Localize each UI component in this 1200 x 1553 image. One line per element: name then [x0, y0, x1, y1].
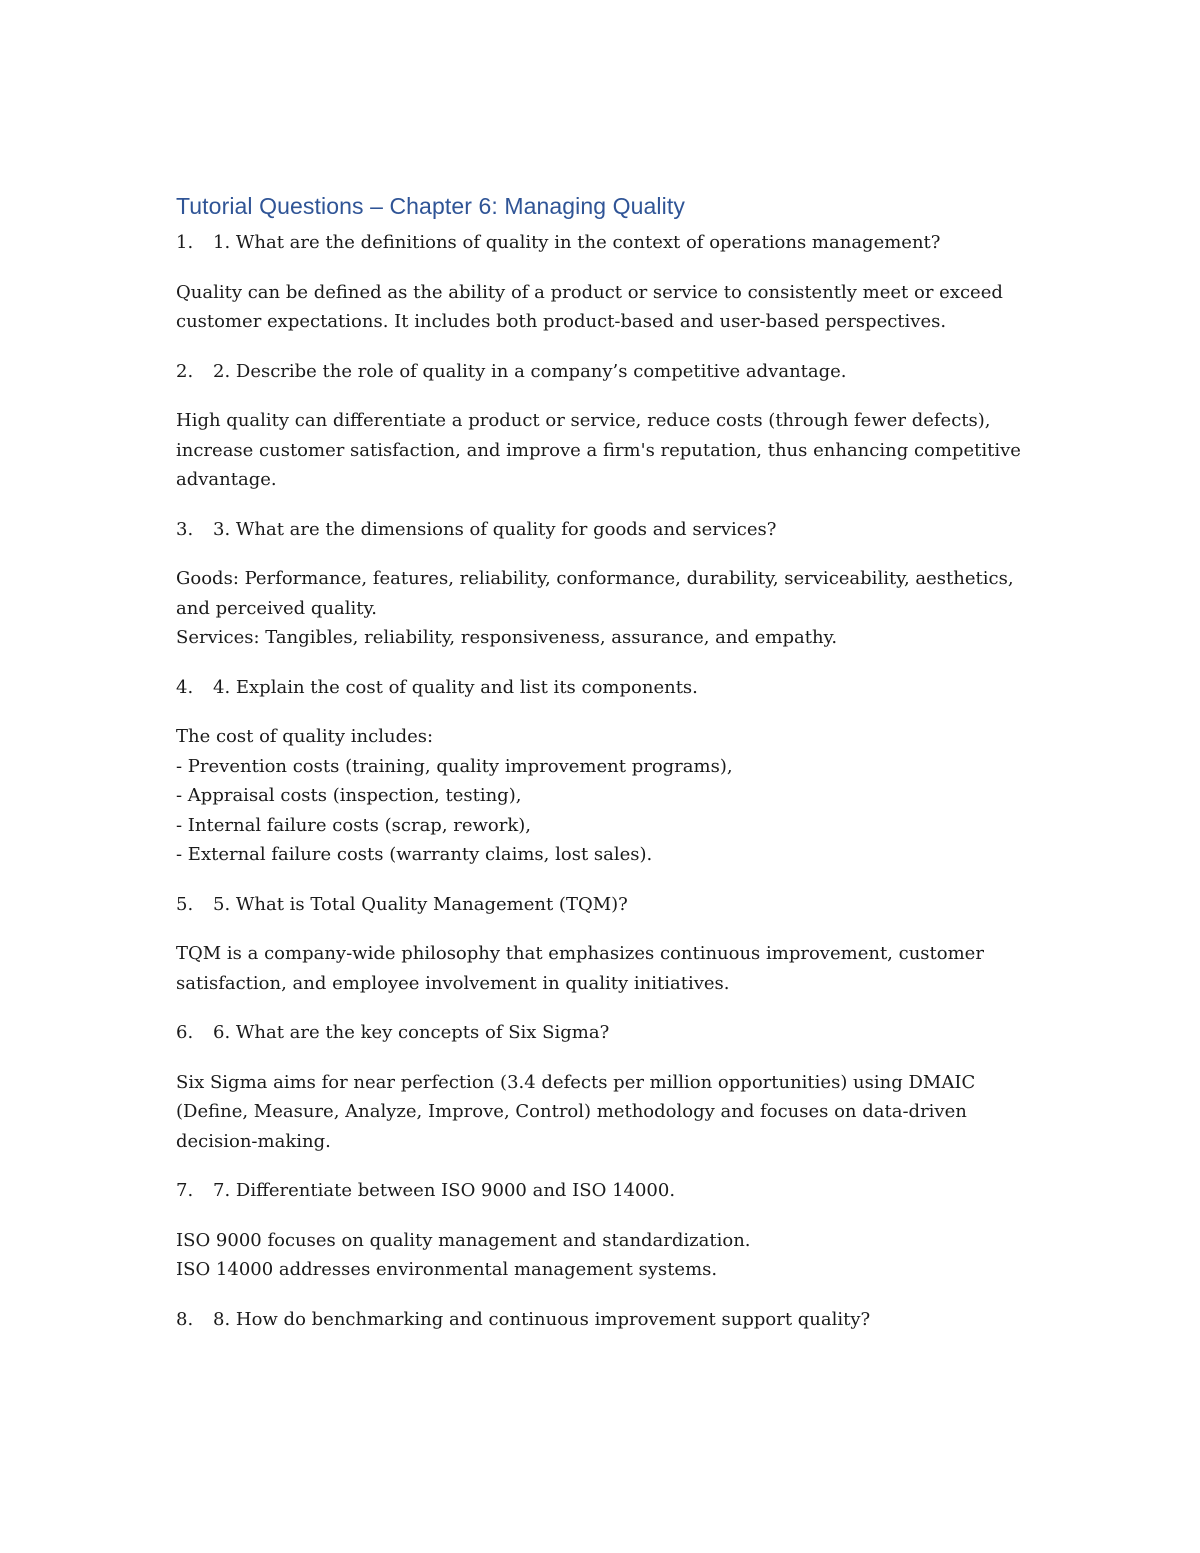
- document-body: [176, 190, 1036, 1354]
- document-title: Tutorial Questions – Chapter 6: Managing Quality: [176, 193, 685, 219]
- question-text: 5. What is Total Quality Management (TQM)?: [213, 893, 628, 915]
- question-item: [176, 357, 1036, 387]
- answer-line: satisfaction, and employee involvement in quality initiatives.: [176, 972, 730, 994]
- answer-block: [176, 1226, 1036, 1285]
- answer-line: ISO 14000 addresses environmental management systems.: [176, 1259, 718, 1280]
- question-item: [176, 515, 1036, 545]
- answer-line: increase customer satisfaction, and improve a firm's reputation, thus enhancing competitive: [176, 439, 1021, 461]
- answer-line: Goods: Performance, features, reliability, conformance, durability, serviceability, aesthetics,: [176, 568, 1014, 589]
- answer-line: TQM is a company-wide philosophy that emphasizes continuous improvement, customer: [176, 943, 984, 964]
- answer-line: advantage.: [176, 469, 277, 490]
- question-number: 2.: [176, 360, 194, 382]
- question-text: 8. How do benchmarking and continuous improvement support quality?: [213, 1308, 871, 1330]
- answer-block: [176, 564, 1036, 653]
- question-item: [176, 1018, 1036, 1048]
- question-item: [176, 890, 1036, 920]
- answer-line: - External failure costs (warranty claims, lost sales).: [176, 844, 653, 865]
- question-item: [176, 228, 1036, 258]
- question-number: 7.: [176, 1180, 194, 1201]
- answer-line: decision-making.: [176, 1130, 331, 1152]
- answer-line: - Internal failure costs (scrap, rework),: [176, 814, 532, 836]
- answer-line: - Prevention costs (training, quality improvement programs),: [176, 755, 733, 777]
- answer-line: High quality can differentiate a product or service, reduce costs (through fewer defects),: [176, 410, 991, 431]
- answer-line: The cost of quality includes:: [176, 726, 434, 747]
- answer-block: [176, 939, 1036, 998]
- answer-line: Services: Tangibles, reliability, responsiveness, assurance, and empathy.: [176, 627, 838, 648]
- question-text: 7. Differentiate between ISO 9000 and ISO 14000.: [213, 1180, 676, 1201]
- question-number: 6.: [176, 1022, 194, 1043]
- question-number: 4.: [176, 676, 194, 698]
- question-item: [176, 1176, 1036, 1206]
- answer-line: - Appraisal costs (inspection, testing),: [176, 785, 522, 806]
- answer-block: [176, 278, 1036, 337]
- answer-line: Quality can be defined as the ability of a product or service to consistently meet or exceed: [176, 281, 1003, 303]
- question-text: 6. What are the key concepts of Six Sigma?: [213, 1022, 610, 1043]
- question-number: 3.: [176, 518, 194, 540]
- question-number: 8.: [176, 1308, 194, 1330]
- question-text: 1. What are the definitions of quality in the context of operations management?: [213, 232, 941, 253]
- question-number: 5.: [176, 893, 194, 915]
- question-number: 1.: [176, 232, 194, 253]
- answer-block: [176, 1068, 1036, 1157]
- answer-line: (Define, Measure, Analyze, Improve, Control) methodology and focuses on data-driven: [176, 1101, 967, 1122]
- answer-line: ISO 9000 focuses on quality management and standardization.: [176, 1229, 751, 1251]
- question-item: [176, 673, 1036, 703]
- answer-block: [176, 406, 1036, 495]
- answer-line: Six Sigma aims for near perfection (3.4 defects per million opportunities) using DMAIC: [176, 1071, 976, 1093]
- answer-line: customer expectations. It includes both product-based and user-based perspectives.: [176, 311, 947, 332]
- answer-line: and perceived quality.: [176, 597, 377, 619]
- question-text: 3. What are the dimensions of quality for goods and services?: [213, 518, 777, 540]
- answer-block: [176, 722, 1036, 870]
- question-text: 2. Describe the role of quality in a company’s competitive advantage.: [213, 360, 847, 382]
- question-text: 4. Explain the cost of quality and list its components.: [213, 676, 698, 698]
- question-item: [176, 1305, 1036, 1335]
